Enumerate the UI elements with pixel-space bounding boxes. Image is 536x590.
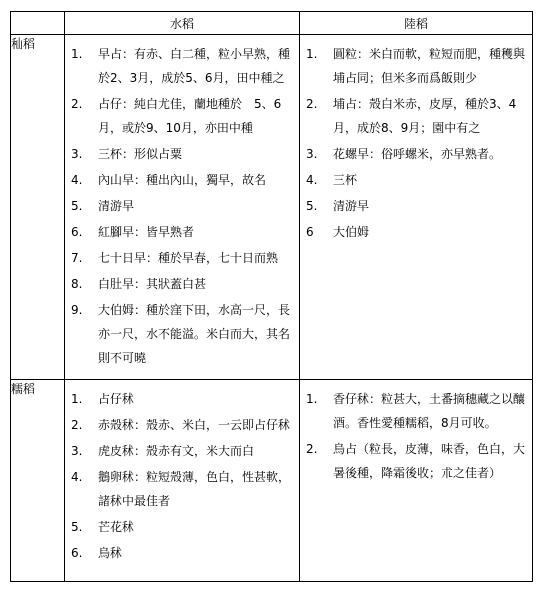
item-number: 5.: [71, 199, 83, 213]
glutinous-row: [11, 380, 533, 582]
indica-row: [11, 35, 533, 380]
item-number: 1.: [306, 47, 318, 61]
item-number: 1.: [71, 47, 83, 61]
item-text: 烏占（粒長，皮薄，味香，色白，大暑後種，降霜後收；朮之佳者）: [333, 442, 526, 480]
item-number: 2.: [71, 97, 83, 111]
item-text: 七十日早：種於早春，七十日而熟: [98, 251, 279, 265]
header-corner-cell: [11, 12, 65, 35]
item-text: 虎皮秫：殼赤有文，米大而白: [98, 444, 255, 458]
list-item: [65, 413, 295, 437]
list-item: [300, 437, 528, 485]
indica-upland-cell: [300, 35, 533, 380]
item-text: 清游早: [98, 199, 135, 213]
item-text: 大伯姆：種於窪下田，水高一尺，長亦一尺，水不能溢。米白而大，其名則不可曉: [98, 303, 291, 365]
item-number: 2.: [306, 97, 318, 111]
item-number: 4.: [71, 470, 83, 484]
item-number: 2.: [71, 418, 83, 432]
list-item: [65, 439, 295, 463]
item-number: 1.: [306, 392, 318, 406]
list-item: [300, 142, 528, 166]
indica-upland-list: [300, 35, 532, 244]
glutinous-water-list: [65, 380, 299, 565]
list-item: [65, 272, 295, 296]
item-number: 6.: [71, 546, 83, 560]
item-text: 早占：有赤、白二種，粒小早熟，種於2、3月，成於5、6月，田中種之: [98, 47, 291, 85]
item-text: 埔占：殼白米赤，皮厚，種於3、4月，成於8、9月；園中有之: [333, 97, 517, 135]
item-number: 4.: [306, 173, 318, 187]
item-text: 香仔秫：粒甚大，土番摘穗藏之以釀酒。香性愛種糯稻，8月可收。: [333, 392, 526, 430]
list-item: [65, 246, 295, 270]
glutinous-upland-list: [300, 380, 532, 485]
item-number: 3.: [71, 147, 83, 161]
item-number: 5.: [306, 199, 318, 213]
glutinous-water-cell: [65, 380, 300, 582]
item-text: 圓粒：米白而軟，粒短而肥，種穫與埔占同；但米多而爲飯則少: [333, 47, 526, 85]
list-item: [65, 465, 295, 513]
header-water-rice: 水稻: [65, 12, 300, 35]
item-number: 6.: [71, 225, 83, 239]
item-number: 1.: [71, 392, 83, 406]
item-text: 白肚早：其狀蓋白甚: [98, 277, 207, 291]
item-number: 5.: [71, 520, 83, 534]
item-text: 占仔：純白尤佳，蘭地種於 5、6月，或於9、10月，亦田中種: [98, 97, 282, 135]
glutinous-upland-cell: [300, 380, 533, 582]
header-row: [11, 12, 533, 35]
list-item: [65, 168, 295, 192]
list-item: [65, 515, 295, 539]
rice-varieties-table: [10, 11, 533, 582]
list-item: [300, 194, 528, 218]
list-item: [65, 142, 295, 166]
header-upland-rice: 陸稻: [300, 12, 533, 35]
row-label-indica: 秈稻: [11, 35, 65, 380]
indica-water-list: [65, 35, 299, 370]
item-text: 內山早：種出內山，獨早，故名: [98, 173, 267, 187]
list-item: [65, 387, 295, 411]
item-text: 赤殼秫：殼赤、米白，一云即占仔秫: [98, 418, 291, 432]
list-item: [300, 387, 528, 435]
item-number: 6: [306, 225, 314, 239]
item-text: 清游早: [333, 199, 370, 213]
item-number: 2.: [306, 442, 318, 456]
list-item: [65, 298, 295, 370]
item-number: 7.: [71, 251, 83, 265]
indica-water-cell: [65, 35, 300, 380]
item-text: 三杯：形似占粟: [98, 147, 183, 161]
list-item: [65, 92, 295, 140]
item-text: 占仔秫: [98, 392, 135, 406]
item-text: 芒花秫: [98, 520, 135, 534]
item-number: 8.: [71, 277, 83, 291]
list-item: [300, 42, 528, 90]
list-item: [300, 168, 528, 192]
list-item: [65, 541, 295, 565]
item-text: 三杯: [333, 173, 358, 187]
item-number: 4.: [71, 173, 83, 187]
item-text: 鵝卵秫：粒短殼薄，色白，性甚軟，諸秫中最佳者: [98, 470, 291, 508]
row-label-glutinous: 糯稻: [11, 380, 65, 582]
item-number: 3.: [306, 147, 318, 161]
list-item: [65, 194, 295, 218]
list-item: [300, 220, 528, 244]
item-number: 3.: [71, 444, 83, 458]
item-text: 花螺早：俗呼螺米，亦早熟者。: [333, 147, 502, 161]
item-text: 大伯姆: [333, 225, 370, 239]
item-number: 9.: [71, 303, 83, 317]
item-text: 烏秫: [98, 546, 123, 560]
list-item: [300, 92, 528, 140]
list-item: [65, 42, 295, 90]
list-item: [65, 220, 295, 244]
item-text: 紅腳早：皆早熟者: [98, 225, 195, 239]
